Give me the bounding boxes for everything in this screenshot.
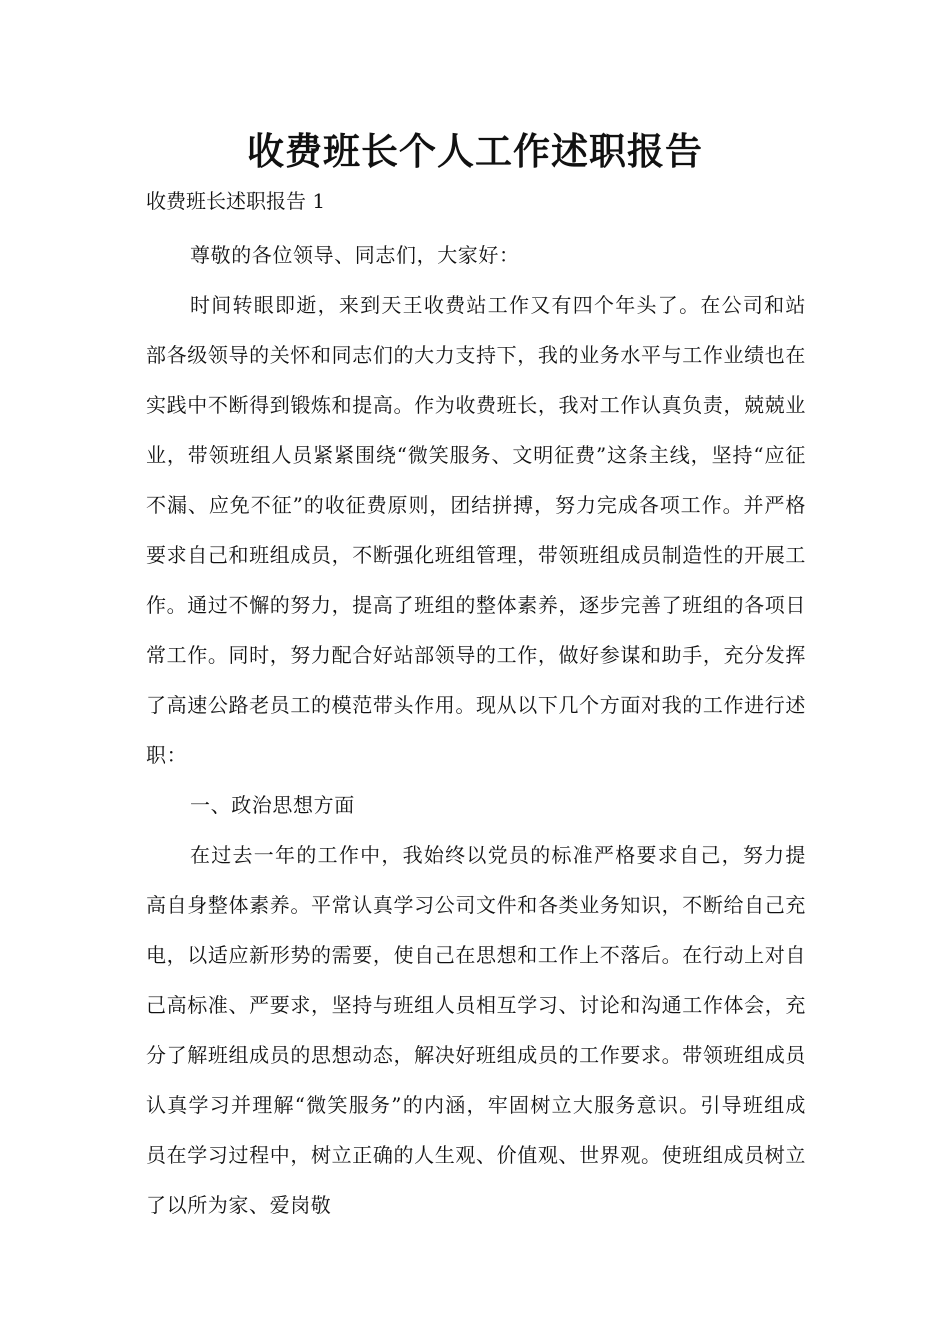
intro-paragraph: 时间转眼即逝，来到天王收费站工作又有四个年头了。在公司和站部各级领导的关怀和同志们的大力支持下，我的业务水平与工作业绩也在实践中不断得到锻炼和提高。作为收费班长，我对工作认真负责，兢兢业业，带领班组人员紧紧围绕“微笑服务、文明征费”这条主线，坚持“应征不漏、应免不征”的收征费原则，团结拼搏，努力完成各项工作。并严格要求自己和班组成员，不断强化班组管理，带领班组成员制造性的开展工作。通过不懈的努力，提高了班组的整体素养，逐步完善了班组的各项日常工作。同时，努力配合好站部领导的工作，做好参谋和助手，充分发挥了高速公路老员工的模范带头作用。现从以下几个方面对我的工作进行述职： [146,293,806,767]
document-title: 收费班长个人工作述职报告 [247,130,703,173]
document-body [146,230,806,1230]
section-paragraph: 在过去一年的工作中，我始终以党员的标准严格要求自己，努力提高自身整体素养。平常认真学习公司文件和各类业务知识，不断给自己充电，以适应新形势的需要，使自己在思想和工作上不落后。在行动上对自己高标准、严要求，坚持与班组人员相互学习、讨论和沟通工作体会，充分了解班组成员的思想动态，解决好班组成员的工作要求。带领班组成员认真学习并理解“微笑服务”的内涵，牢固树立大服务意识。引导班组成员在学习过程中，树立正确的人生观、价值观、世界观。使班组成员树立了以所为家、爱岗敬 [146,843,806,1217]
greeting-paragraph: 尊敬的各位领导、同志们，大家好： [190,243,520,267]
section-heading: 一、政治思想方面 [190,793,355,817]
document-subtitle: 收费班长述职报告 1 [146,189,326,213]
